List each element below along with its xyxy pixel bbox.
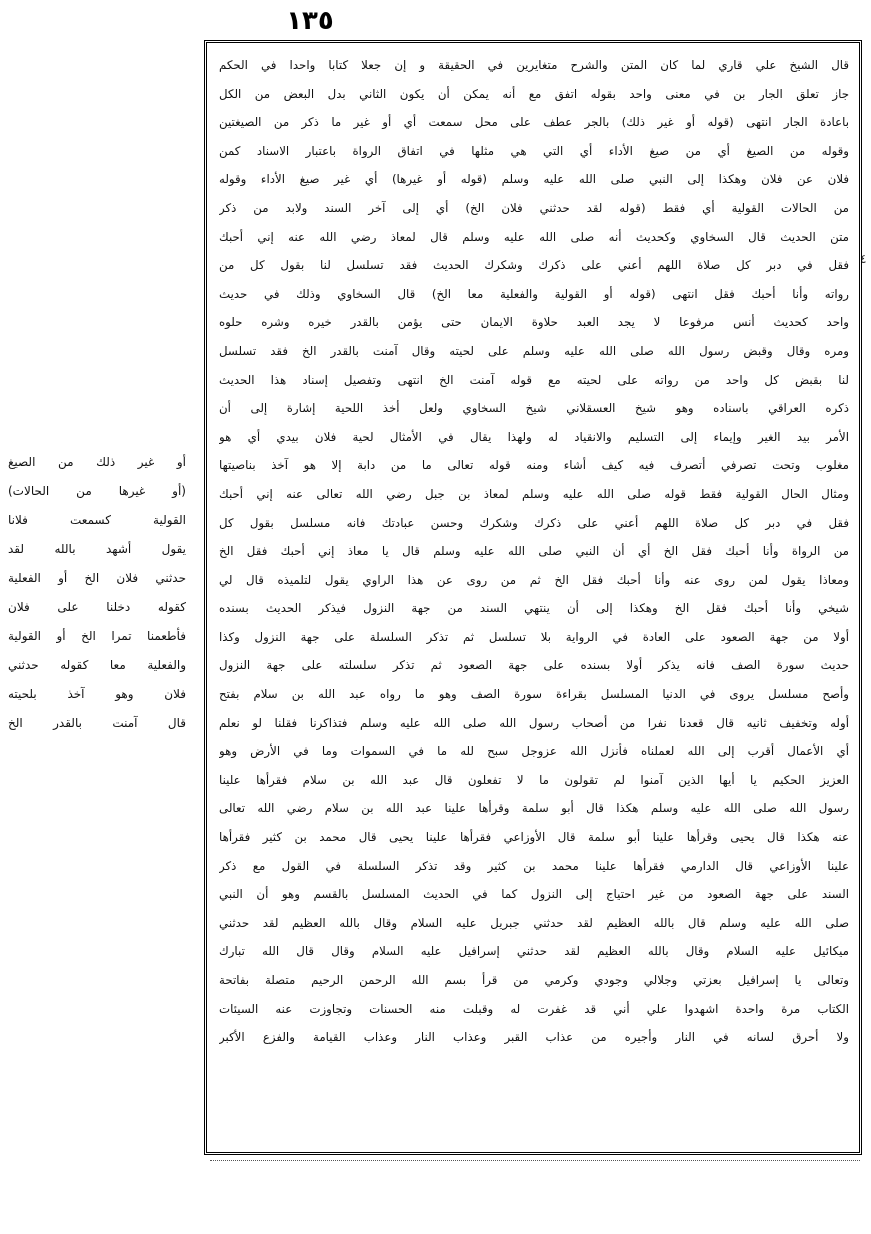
margin-note-line: (أو غيرها من الحالات) <box>8 484 186 498</box>
margin-note-line: أو غير ذلك من الصيغ <box>8 455 186 469</box>
text-line: السند على جهة الصعود من غير احتياج إلى النزول كما في الحديث المسلسل بالقسم وهو أن النبي <box>219 887 849 902</box>
text-line: متن الحديث قال السخاوي وكحديث أنه صلى الله عليه وسلم قال لمعاذ رضي الله عنه إني أحبك <box>219 229 849 244</box>
margin-mark: ٤ <box>860 252 867 266</box>
margin-note-line: والفعلية معا كقوله حدثني <box>8 658 186 672</box>
text-line: وأصح مسلسل يروى في الدنيا المسلسل بقراءة سورة الصف وهو ما رواه عبد الله بن سلام بفتح <box>219 687 849 702</box>
text-line: الكتاب مرة واحدة اشهدوا علي أني قد غفرت له وقبلت منه الحسنات وتجاوزت عنه السيئات <box>219 1001 849 1016</box>
text-line: فقل في دبر كل صلاة اللهم أعني على ذكرك وشكرك الحديث فقد تسلسل لنا بقول كل من <box>219 258 849 273</box>
text-line: مغلوب وتحت تصرفي أتصرف فيه كيف أشاء ومنه قوله تعالى ما من دابة إلا هو آخذ بناصيتها <box>219 458 849 473</box>
margin-note-line: حدثني فلان الخ أو الفعلية <box>8 571 186 585</box>
text-line: فلان عن فلان وهكذا إلى النبي صلى الله عليه وسلم (قوله أو غيرها) أي غير صيغ الأداء وقوله <box>219 172 849 187</box>
text-line: العزيز الحكيم يا أيها الذين آمنوا لم تقولون ما لا تفعلون قال عبد الله بن سلام فقرأها علينا <box>219 772 849 787</box>
text-line: الأمر بيد الغير وإيماء إلى التسليم والانقياد له ولهذا يقال في الأمثال لحية فلان بيدي أي هو <box>219 429 849 444</box>
main-text <box>219 51 849 1052</box>
text-line: ومره وقال وقبض رسول الله صلى الله عليه وسلم على لحيته وقال آمنت بالقدر الخ فقد تسلسل <box>219 343 849 358</box>
text-line: ميكائيل عليه السلام وقال بالله العظيم لقد حدثني إسرافيل عليه السلام وقال قال الله تبارك <box>219 944 849 959</box>
text-line: ومعاذا يقول لمن روى عنه وأنا أحبك فقل الخ ثم من روى عن هذا الراوي يقول لتلميذه قال لي <box>219 572 849 587</box>
margin-note-line: كقوله دخلنا على فلان <box>8 600 186 614</box>
text-line: لنا بقبض كل واحد من رواته على لحيته مع قوله آمنت الخ انتهى وتفصيل إسناد هذا الحديث <box>219 372 849 387</box>
text-line: شيخي وأنا أحبك فقل الخ وهكذا إلى أن ينتهي السند من جهة النزول فيذكر الحديث بسنده <box>219 601 849 616</box>
text-line: حديث سورة الصف فانه يذكر أولا بسنده على جهة الصعود ثم تذكر سلسلته على جهة النزول <box>219 658 849 673</box>
main-text-frame <box>204 40 862 1155</box>
text-line: أولا من جهة الصعود على العادة في الرواية بلا تسلسل ثم تذكر السلسلة على جهة النزول وكذا <box>219 629 849 644</box>
text-line: علينا الأوزاعي قال الدارمي فقرأها علينا محمد بن كثير وقد تذكر السلسلة في القول مع ذكر <box>219 858 849 873</box>
text-line: وتعالى يا إسرافيل بعزتي وجلالي وجودي وكرمي من قرأ بسم الله الرحمن الرحيم متصلة بفاتحة <box>219 973 849 987</box>
margin-note-line: يقول أشهد بالله لقد <box>8 542 186 556</box>
text-line: عنه هكذا قال يحيى وقرأها علينا أبو سلمة قال الأوزاعي فقرأها علينا يحيى قال محمد بن كثير فقرأها <box>219 830 849 845</box>
margin-note-line: فلان وهو آخذ بلحيته <box>8 687 186 701</box>
text-line: قال الشيخ علي قاري لما كان المتن والشرح متغايرين في الحقيقة و إن جعلا كتابا واحدا في الحكم <box>219 58 849 72</box>
text-line: واحد كحديث أنس مرفوعا لا يجد العبد حلاوة الايمان حتى يؤمن بالقدر خيره وشره حلوه <box>219 315 849 330</box>
text-line: ومثال الحال القولية فقط قوله صلى الله عليه وسلم لمعاذ بن جبل رضي الله تعالى عنه إني أحبك <box>219 486 849 501</box>
text-line: باعادة الجار انتهى (قوله أو غير ذلك) بالجر عطف على محل سمعت أي أو غير ما ذكر من الصيغتين <box>219 115 849 130</box>
text-line: وقوله من الصيغ أي من صيغ الأداء أي التي هي مثلها في اتفاق الرواة باعتبار الاسناد كمن <box>219 143 849 158</box>
text-line: صلى الله عليه وسلم قال بالله العظيم لقد حدثني جبريل عليه السلام وقال بالله العظيم لقد حدثني <box>219 915 849 930</box>
text-line: فقل في دبر كل صلاة اللهم أعني على ذكرك وشكرك وحسن عبادتك فانه مسلسل بقول كل <box>219 515 849 530</box>
text-line: رواته وأنا أحبك فقل انتهى (قوله أو القولية والفعلية معا الخ) قال السخاوي وذلك في حديث <box>219 286 849 301</box>
text-line: من الرواة وأنا أحبك فقل الخ أي أن النبي صلى الله عليه وسلم قال يا معاذ إني أحبك فقل الخ <box>219 544 849 559</box>
text-line: رسول الله صلى الله عليه وسلم هكذا قال أبو سلمة وقرأها علينا عبد الله بن سلام رضي الله تعالى <box>219 801 849 816</box>
margin-note-line: فأطعمنا تمرا الخ أو القولية <box>8 629 186 643</box>
text-line: جاز تعلق الجار بن في معنى واحد بقوله اتفق مع أنه يمكن أن يكون الثاني بدل البعض من الكل <box>219 86 849 101</box>
text-line: أوله وتخفيف ثانيه قال قعدنا نفرا من أصحاب رسول الله صلى الله عليه وسلم فتذاكرنا فقلنا لو نعلم <box>219 715 849 730</box>
margin-note-line: قال آمنت بالقدر الخ <box>8 716 186 730</box>
text-line: ذكره العراقي باسناده وهو شيخ العسقلاني شيخ السخاوي ولعل أخذ اللحية إشارة إلى أن <box>219 401 849 416</box>
bottom-rule <box>210 1160 860 1161</box>
text-line: أي الأعمال أقرب إلى الله لعملناه فأنزل الله عزوجل سبح لله ما في السموات وما في الأرض وهو <box>219 744 849 759</box>
page-number: ١٣٥ <box>286 6 334 36</box>
text-line: ولا أحرق لسانه في النار وأجيره من عذاب القبر وعذاب النار وعذاب القيامة والفزع الأكبر <box>219 1030 849 1045</box>
text-line: من الحالات القولية أي فقط (قوله لقد حدثني فلان الخ) أي إلى آخر السند ولابد من ذكر <box>219 200 849 215</box>
margin-note-line: القولية كسمعت فلانا <box>8 513 186 527</box>
margin-note <box>8 448 186 738</box>
